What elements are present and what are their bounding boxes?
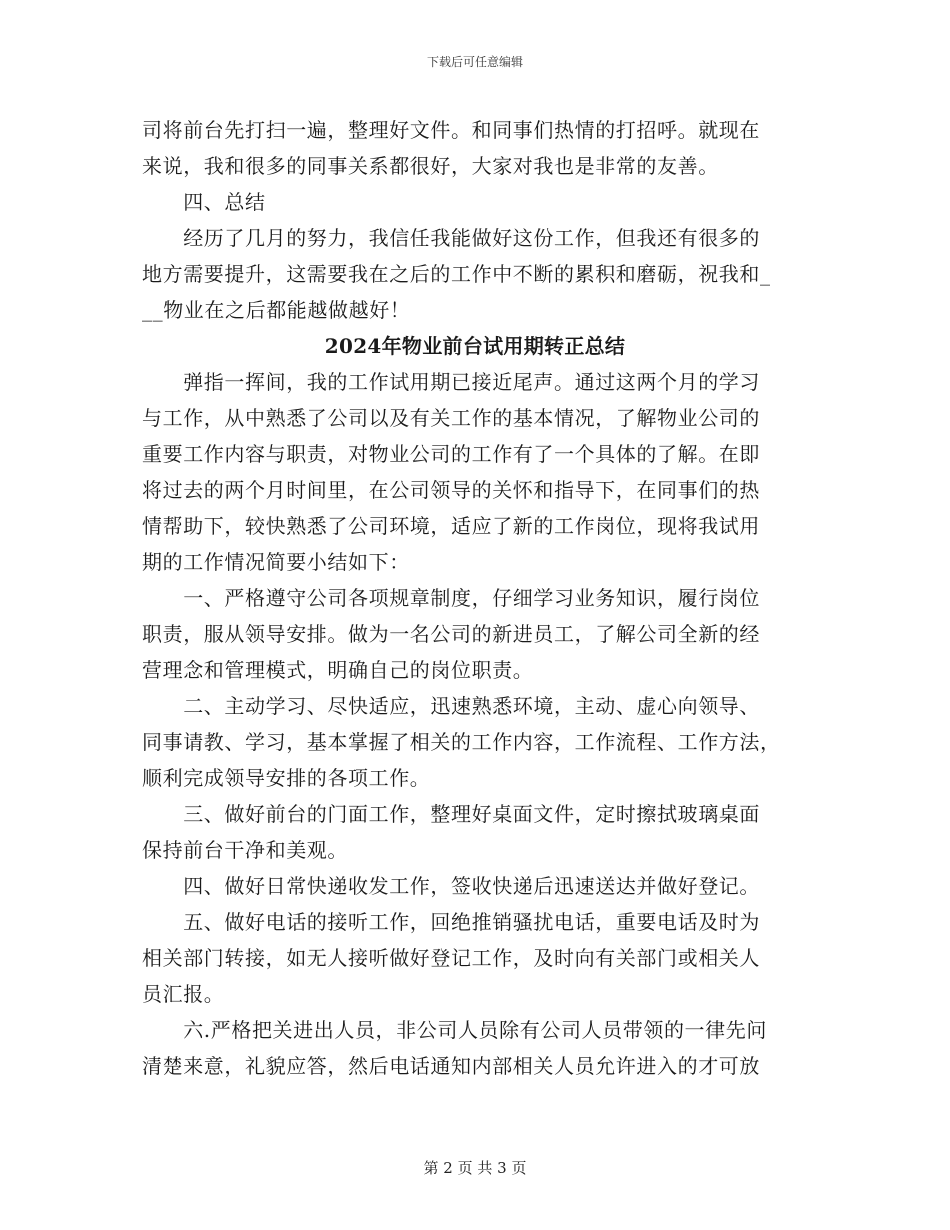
paragraph-line: 清楚来意，礼貌应答，然后电话通知内部相关人员允许进入的才可放 [142, 1054, 760, 1078]
paragraph-line: 营理念和管理模式，明确自己的岗位职责。 [142, 658, 534, 682]
document-title: 2024年物业前台试用期转正总结 [324, 334, 626, 358]
paragraph-line: 相关部门转接，如无人接听做好登记工作，及时向有关部门或相关人 [142, 946, 760, 970]
paragraph-line: 与工作，从中熟悉了公司以及有关工作的基本情况，了解物业公司的 [142, 406, 760, 430]
header-note: 下载后可任意编辑 [426, 55, 523, 69]
paragraph-line: 保持前台干净和美观。 [142, 838, 348, 862]
paragraph-line: 弹指一挥间，我的工作试用期已接近尾声。通过这两个月的学习 [142, 370, 760, 394]
paragraph-line: 六.严格把关进出人员，非公司人员除有公司人员带领的一律先问 [142, 1018, 767, 1042]
paragraph-line: 司将前台先打扫一遍，整理好文件。和同事们热情的打招呼。就现在 [142, 118, 760, 142]
paragraph-line: 情帮助下，较快熟悉了公司环境，适应了新的工作岗位，现将我试用 [142, 514, 760, 538]
paragraph-line: 五、做好电话的接听工作，回绝推销骚扰电话，重要电话及时为 [142, 910, 760, 934]
page-number: 第 2 页 共 3 页 [423, 1159, 527, 1177]
paragraph-line: 将过去的两个月时间里，在公司领导的关怀和指导下，在同事们的热 [142, 478, 760, 502]
paragraph-line: 四、做好日常快递收发工作，签收快递后迅速送达并做好登记。 [142, 874, 760, 898]
paragraph-line: __物业在之后都能越做越好！ [142, 298, 411, 322]
paragraph-line: 员汇报。 [142, 982, 225, 1006]
paragraph-line: 期的工作情况简要小结如下： [142, 550, 410, 574]
section-heading: 四、总结 [142, 190, 266, 214]
document-body [142, 112, 808, 1084]
paragraph-line: 经历了几月的努力，我信任我能做好这份工作，但我还有很多的 [142, 226, 760, 250]
paragraph-line: 重要工作内容与职责，对物业公司的工作有了一个具体的了解。在即 [142, 442, 760, 466]
paragraph-line: 地方需要提升，这需要我在之后的工作中不断的累积和磨砺，祝我和_ [142, 262, 771, 286]
paragraph-line: 二、主动学习、尽快适应，迅速熟悉环境，主动、虚心向领导、 [142, 694, 760, 718]
paragraph-line: 顺利完成领导安排的各项工作。 [142, 766, 431, 790]
paragraph-line: 来说，我和很多的同事关系都很好，大家对我也是非常的友善。 [142, 154, 719, 178]
paragraph-line: 职责，服从领导安排。做为一名公司的新进员工，了解公司全新的经 [142, 622, 760, 646]
paragraph-line: 三、做好前台的门面工作，整理好桌面文件，定时擦拭玻璃桌面 [142, 802, 760, 826]
paragraph-line: 一、严格遵守公司各项规章制度，仔细学习业务知识，履行岗位 [142, 586, 760, 610]
paragraph-line: 同事请教、学习，基本掌握了相关的工作内容，工作流程、工作方法， [142, 730, 781, 754]
